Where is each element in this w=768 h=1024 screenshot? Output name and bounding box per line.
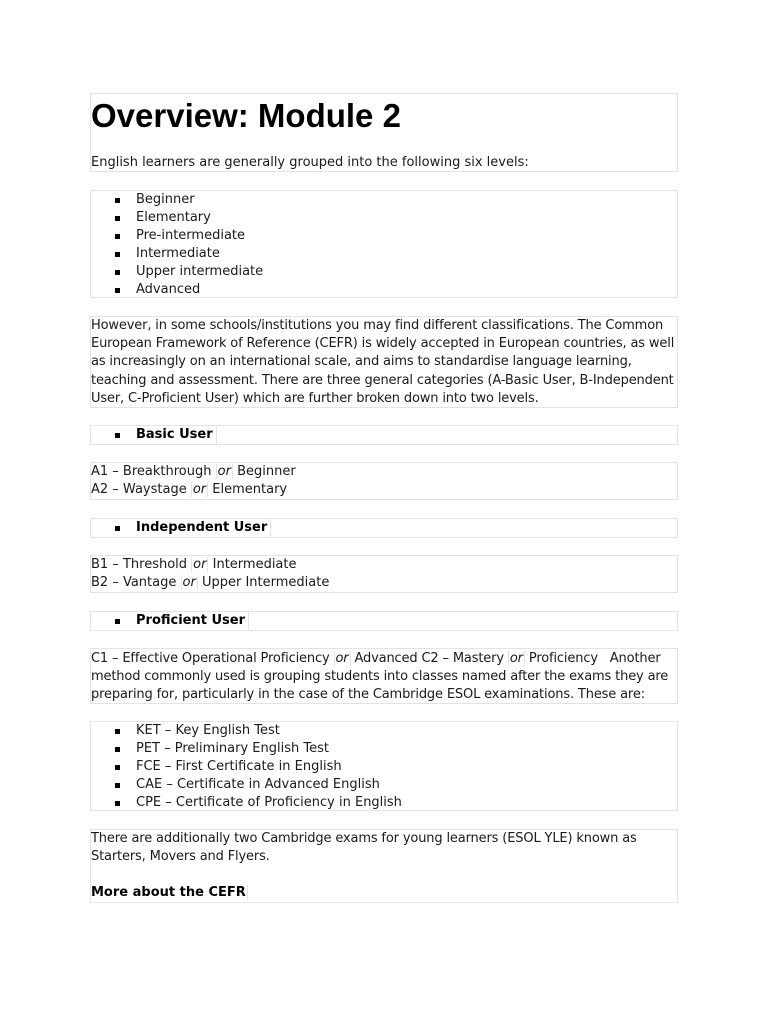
bullet-icon — [115, 783, 120, 788]
bullet-icon — [115, 234, 120, 239]
proficient-user-heading: Proficient User — [91, 612, 677, 630]
basic-user-levels — [90, 462, 678, 500]
bullet-icon — [115, 198, 120, 203]
bullet-icon — [115, 765, 120, 770]
more-about-cefr-link[interactable]: More about the CEFR — [91, 885, 246, 900]
independent-user-heading: Independent User — [91, 519, 677, 537]
bullet-icon — [115, 433, 120, 438]
young-learners-box — [90, 829, 678, 903]
cefr-paragraph-box — [90, 316, 678, 408]
intro-text: English learners are generally grouped into the following six levels: — [91, 155, 529, 170]
bullet-icon — [115, 747, 120, 752]
basic-user-heading-box — [90, 425, 678, 445]
bullet-icon — [115, 619, 120, 624]
level-b1: B1 – Threshold or Intermediate — [91, 557, 297, 572]
level-a2: A2 – Waystage or Elementary — [91, 482, 288, 497]
title-section — [90, 93, 678, 172]
page-title: Overview: Module 2 — [91, 97, 401, 134]
bullet-icon — [115, 801, 120, 806]
level-a1: A1 – Breakthrough or Beginner — [91, 464, 296, 479]
bullet-icon — [115, 729, 120, 734]
basic-user-heading: Basic User — [91, 426, 677, 444]
level-b2: B2 – Vantage or Upper Intermediate — [91, 575, 330, 590]
proficient-user-paragraph: C1 – Effective Operational Proficiency or Advanced C2 – Mastery or Proficiency Another method commonly used is grouping students into classes named after the exams they are preparing for, particularly in the case of the Cambridge ESOL examinations. These are: — [91, 651, 669, 703]
bullet-icon — [115, 216, 120, 221]
independent-user-heading-box — [90, 518, 678, 538]
bullet-icon — [115, 526, 120, 531]
levels-list: Beginner Elementary Pre-intermediate Intermediate Upper intermediate Advanced — [90, 190, 678, 298]
proficient-user-heading-box — [90, 611, 678, 631]
young-learners-paragraph: There are additionally two Cambridge exams for young learners (ESOL YLE) known as Starters, Movers and Flyers. — [91, 831, 637, 865]
proficient-user-paragraph-box — [90, 648, 678, 704]
bullet-icon — [115, 252, 120, 257]
cefr-paragraph: However, in some schools/institutions you may find different classifications. The Common European Framework of Reference (CEFR) is widely accepted in European countries, as well as increasingly on an international scale, and aims to standardise language learning, teaching and assessment. There are three general categories (A-Basic User, B-Independent User, C-Proficient User) which are further broken down into two levels. — [91, 318, 675, 406]
bullet-icon — [115, 288, 120, 293]
bullet-icon — [115, 270, 120, 275]
independent-user-levels — [90, 555, 678, 593]
exams-list: KET – Key English Test PET – Preliminary English Test FCE – First Certificate in English CAE – Certificate in Advanced English CPE – Certificate of Proficiency in English — [90, 721, 678, 811]
